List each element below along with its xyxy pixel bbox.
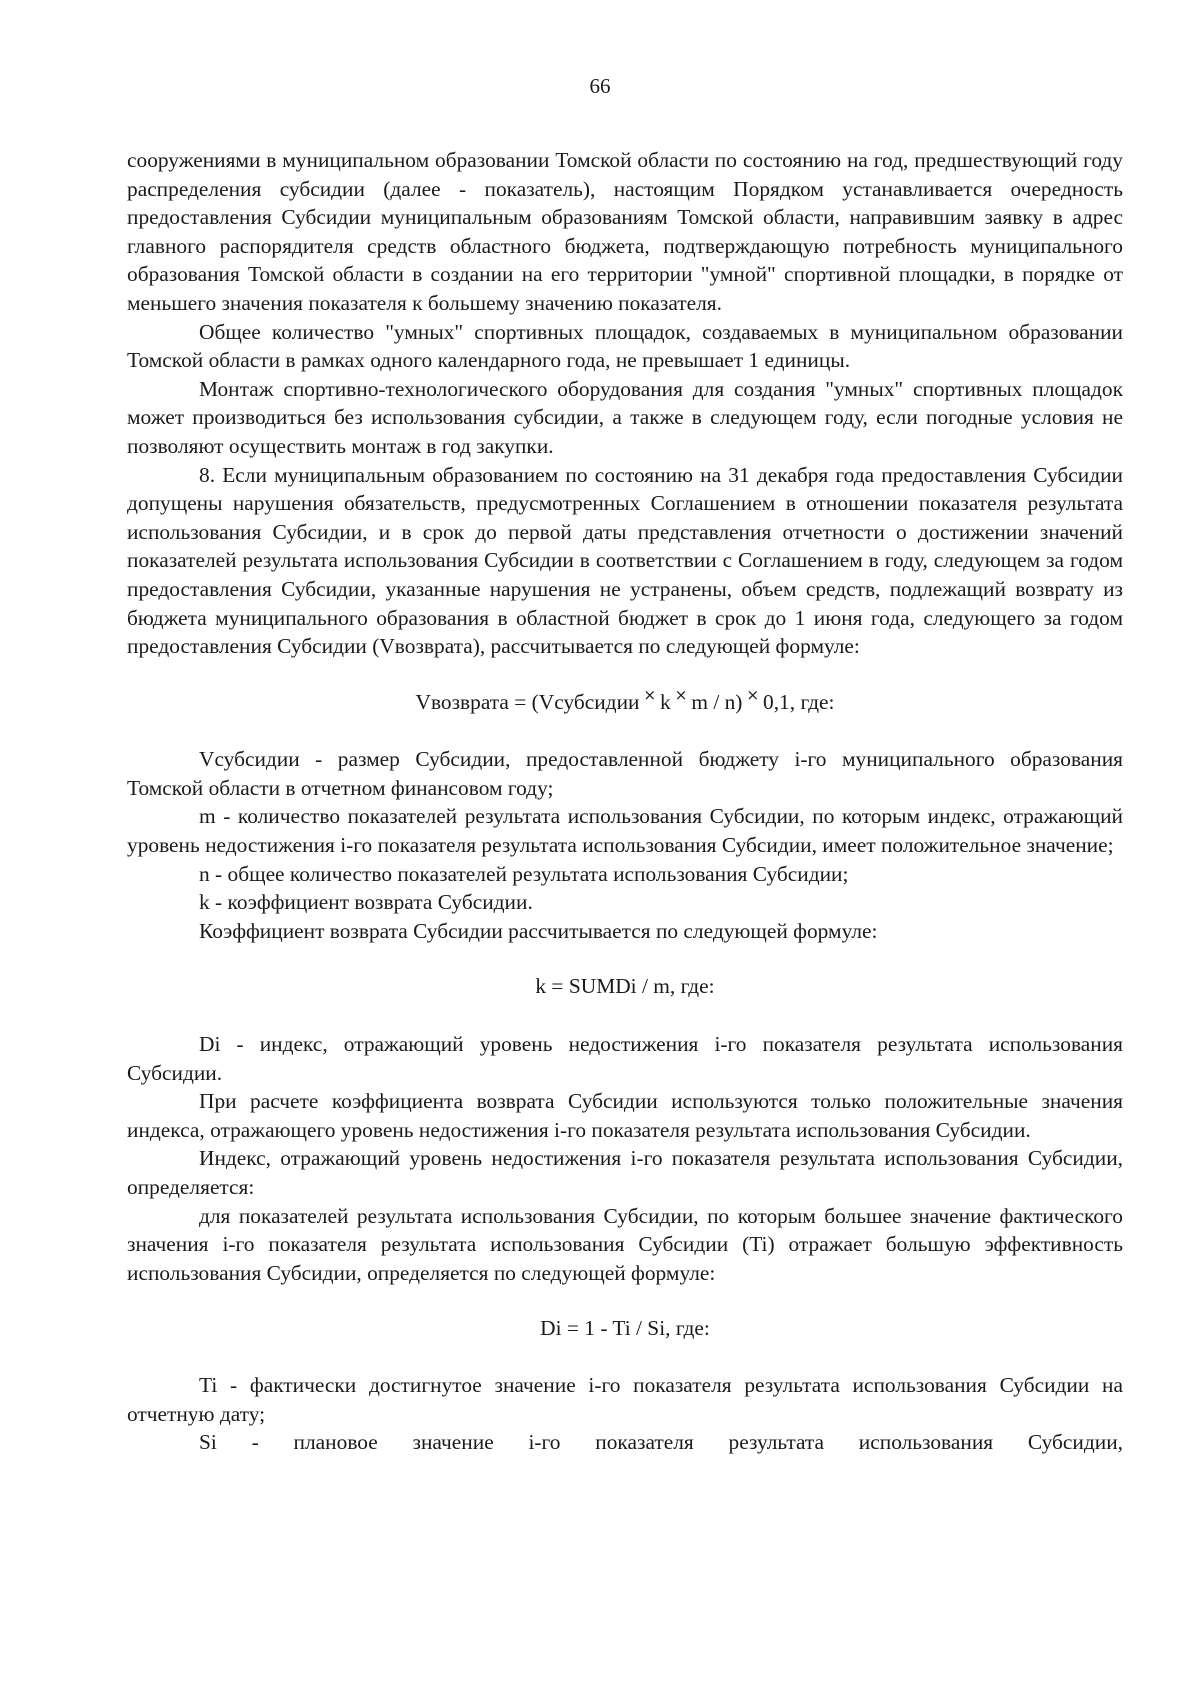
paragraph-k-formula-intro: Коэффициент возврата Субсидии рассчитывается по следующей формуле: [199, 918, 878, 943]
formula-refund-part4: 0,1, где: [763, 689, 835, 714]
formula-refund-part2: k [660, 689, 671, 714]
definition-si: Si - плановое значение i-го показателя результата использования Субсидии, [199, 1430, 1123, 1455]
formula-refund-coefficient: k = SUMDi / m, где: [535, 974, 715, 999]
formula-refund-part3: m / n) [691, 689, 743, 714]
definition-ti: Ti - фактически достигнутое значение i-го показателя результата использования Субсидии на отчетную дату; [127, 1372, 1123, 1426]
document-body [127, 146, 1123, 1457]
formula-refund-amount [127, 685, 1123, 719]
definition-n: n - общее количество показателей результата использования Субсидии; [199, 861, 849, 886]
formula-index: Di = 1 - Ti / Si, где: [540, 1316, 710, 1341]
paragraph-playgrounds-count: Общее количество "умных" спортивных площадок, создаваемых в муниципальном образовании Томской области в рамках одного календарного года, не превышает 1 единицы. [127, 319, 1123, 373]
paragraph-positive-values: При расчете коэффициента возврата Субсидии используются только положительные значения индекса, отражающего уровень недостижения i-го показателя результата использования Субсидии. [127, 1089, 1123, 1142]
multiply-sign: × [674, 685, 688, 704]
formula-refund-part1: Vвозврата = (Vсубсидии [415, 689, 640, 714]
definition-k: k - коэффициент возврата Субсидии. [199, 890, 533, 915]
multiply-sign: × [643, 685, 657, 704]
paragraph-clause-8: 8. Если муниципальным образованием по состоянию на 31 декабря года предоставления Субсидии допущены нарушения обязательств, предусмотренных Соглашением в отношении показателя результата использования Субсидии, и в срок до первой даты представления отчетности о достижении значений показателей результата использования Субсидии в соответствии с Соглашением в году, следующем за годом предоставления Субсидии, указанные нарушения не устранены, объем средств, подлежащий возврату из бюджета муниципального образования в областной бюджет в срок до 1 июня года, следующего за годом предоставления Субсидии (Vвозврата), рассчитывается по следующей формуле: [127, 462, 1123, 659]
definition-di: Di - индекс, отражающий уровень недостижения i-го показателя результата использования Субсидии. [127, 1032, 1123, 1085]
definition-v-subsidy: Vсубсидии - размер Субсидии, предоставленной бюджету i-го муниципального образования Томской области в отчетном финансовом году; [127, 747, 1123, 800]
paragraph-continuation: сооружениями в муниципальном образовании Томской области по состоянию на год, предшествующий году распределения субсидии (далее - показатель), настоящим Порядком устанавливается очередность предоставления Субсидии муниципальным образованиям Томской области, направившим заявку в адрес главного распорядителя средств областного бюджета, подтверждающую потребность муниципального образования Томской области в создании на его территории "умной" спортивной площадки, в порядке от меньшего значения показателя к большему значению показателя. [127, 148, 1123, 315]
paragraph-index-case: для показателей результата использования Субсидии, по которым большее значение фактического значения i-го показателя результата использования Субсидии (Ti) отражает большую эффективность использования Субсидии, определяется по следующей формуле: [127, 1203, 1123, 1285]
page-number: 66 [589, 74, 611, 98]
paragraph-index-defined: Индекс, отражающий уровень недостижения i-го показателя результата использования Субсидии, определяется: [127, 1146, 1123, 1199]
definition-m: m - количество показателей результата использования Субсидии, по которым индекс, отражающий уровень недостижения i-го показателя результата использования Субсидии, имеет положительное значение; [127, 804, 1123, 858]
multiply-sign: × [746, 685, 760, 704]
paragraph-equipment-installation: Монтаж спортивно-технологического оборудования для создания "умных" спортивных площадок может производиться без использования субсидии, а также в следующем году, если погодные условия не позволяют осуществить монтаж в год закупки. [127, 376, 1123, 458]
